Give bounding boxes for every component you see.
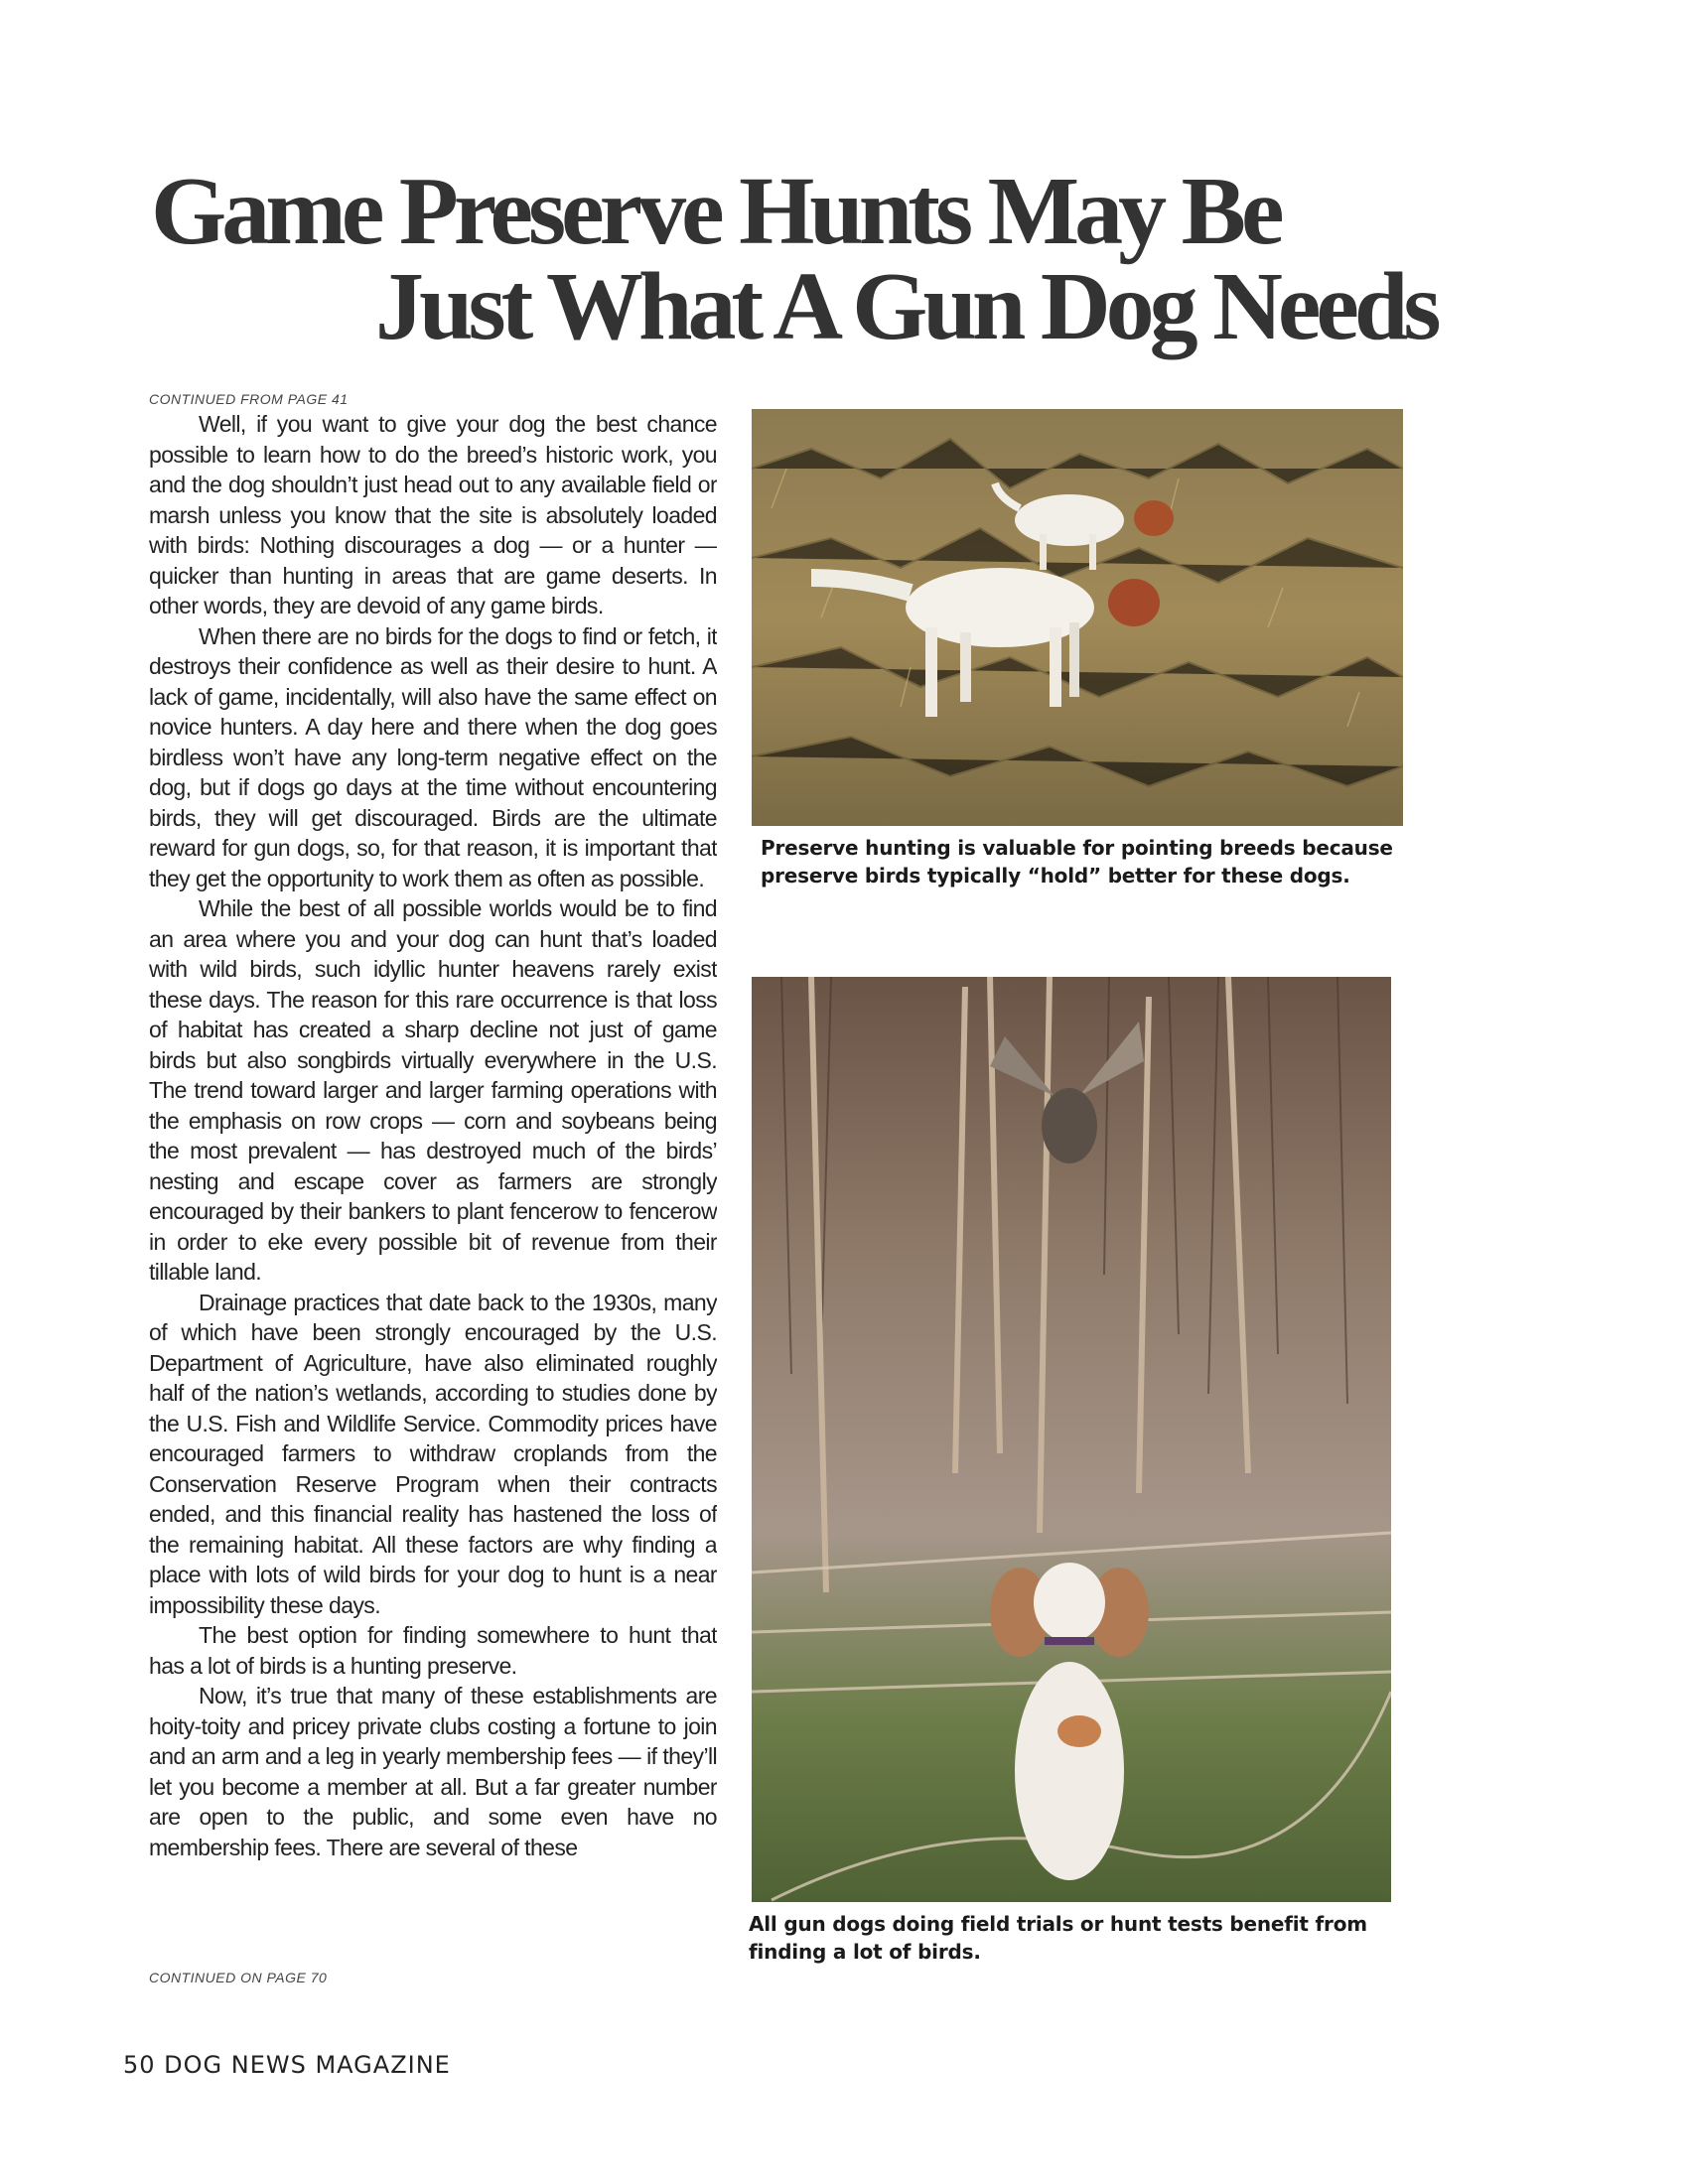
continued-on-label: CONTINUED ON PAGE 70: [149, 1970, 328, 1985]
paragraph: While the best of all possible worlds would be to find an area where you and your dog can hunt that’s loaded with wild birds, such idyllic hunter heavens rarely exist these days. The reason for this rare occurrence is that loss of habitat has created a sharp decline not just of game birds but also songbirds virtually everywhere in the U.S. The trend toward larger and larger farming operations with the emphasis on row crops — corn and soybeans being the most prevalent — has destroyed much of the birds’ nesting and escape cover as farmers are strongly encouraged by their bankers to plant fencerow to fencerow in order to eke every possible bit of revenue from their tillable land.: [149, 895, 717, 1285]
paragraph: Now, it’s true that many of these establishments are hoity-toity and pricey private clubs costing a fortune to join and an arm and a leg in yearly membership fees — if they’ll let you become a member at all. But a far greater number are open to the public, and some even have no membership fees. There are several of these: [149, 1683, 717, 1860]
title-line-1: Game Preserve Hunts May Be: [151, 158, 1280, 265]
article-title: [0, 158, 1688, 360]
photo-caption: All gun dogs doing field trials or hunt tests benefit from finding a lot of birds.: [749, 1912, 1367, 1964]
paragraph: Well, if you want to give your dog the best chance possible to learn how to do the breed’s historic work, you and the dog shouldn’t just head out to any available field or marsh unless you know that the site is absolutely loaded with birds: Nothing discourages a dog — or a hunter — quicker than hunting in areas that are game deserts. In other words, they are devoid of any game birds.: [149, 411, 717, 618]
paragraph: When there are no birds for the dogs to find or fetch, it destroys their confidence as well as their desire to hunt. A lack of game, incidentally, will also have the same effect on novice hunters. A day here and there when the dog goes birdless won’t have any long-term negative effect on the dog, but if dogs go days at the time without encountering birds, they will get discouraged. Birds are the ultimate reward for gun dogs, so, for that reason, it is important that they get the opportunity to work them as often as possible.: [149, 622, 717, 891]
paragraph: The best option for finding somewhere to hunt that has a lot of birds is a hunting preserve.: [149, 1622, 717, 1679]
article-body: [149, 409, 717, 1963]
two-setters-in-field-photo: [752, 409, 1403, 826]
photo-caption: Preserve hunting is valuable for pointing breeds because preserve birds typically “hold” better for these dogs.: [761, 836, 1393, 887]
continued-from-label: CONTINUED FROM PAGE 41: [149, 391, 349, 407]
paragraph: Drainage practices that date back to the 1930s, many of which have been strongly encouraged by the U.S. Department of Agriculture, have also eliminated roughly half of the nation’s wetlands, according to studies done by the U.S. Fish and Wildlife Service. Commodity prices have encouraged farmers to withdraw croplands from the Conservation Reserve Program when their contracts ended, and this financial reality has hastened the loss of the remaining habitat. All these factors are why finding a place with lots of wild birds for your dog to hunt is a near impossibility these days.: [149, 1289, 717, 1618]
spaniel-flushing-bird-photo: [752, 977, 1391, 1902]
title-line-2: Just What A Gun Dog Needs: [375, 253, 1437, 360]
page-folio: 50 DOG NEWS MAGAZINE: [123, 2051, 451, 2079]
